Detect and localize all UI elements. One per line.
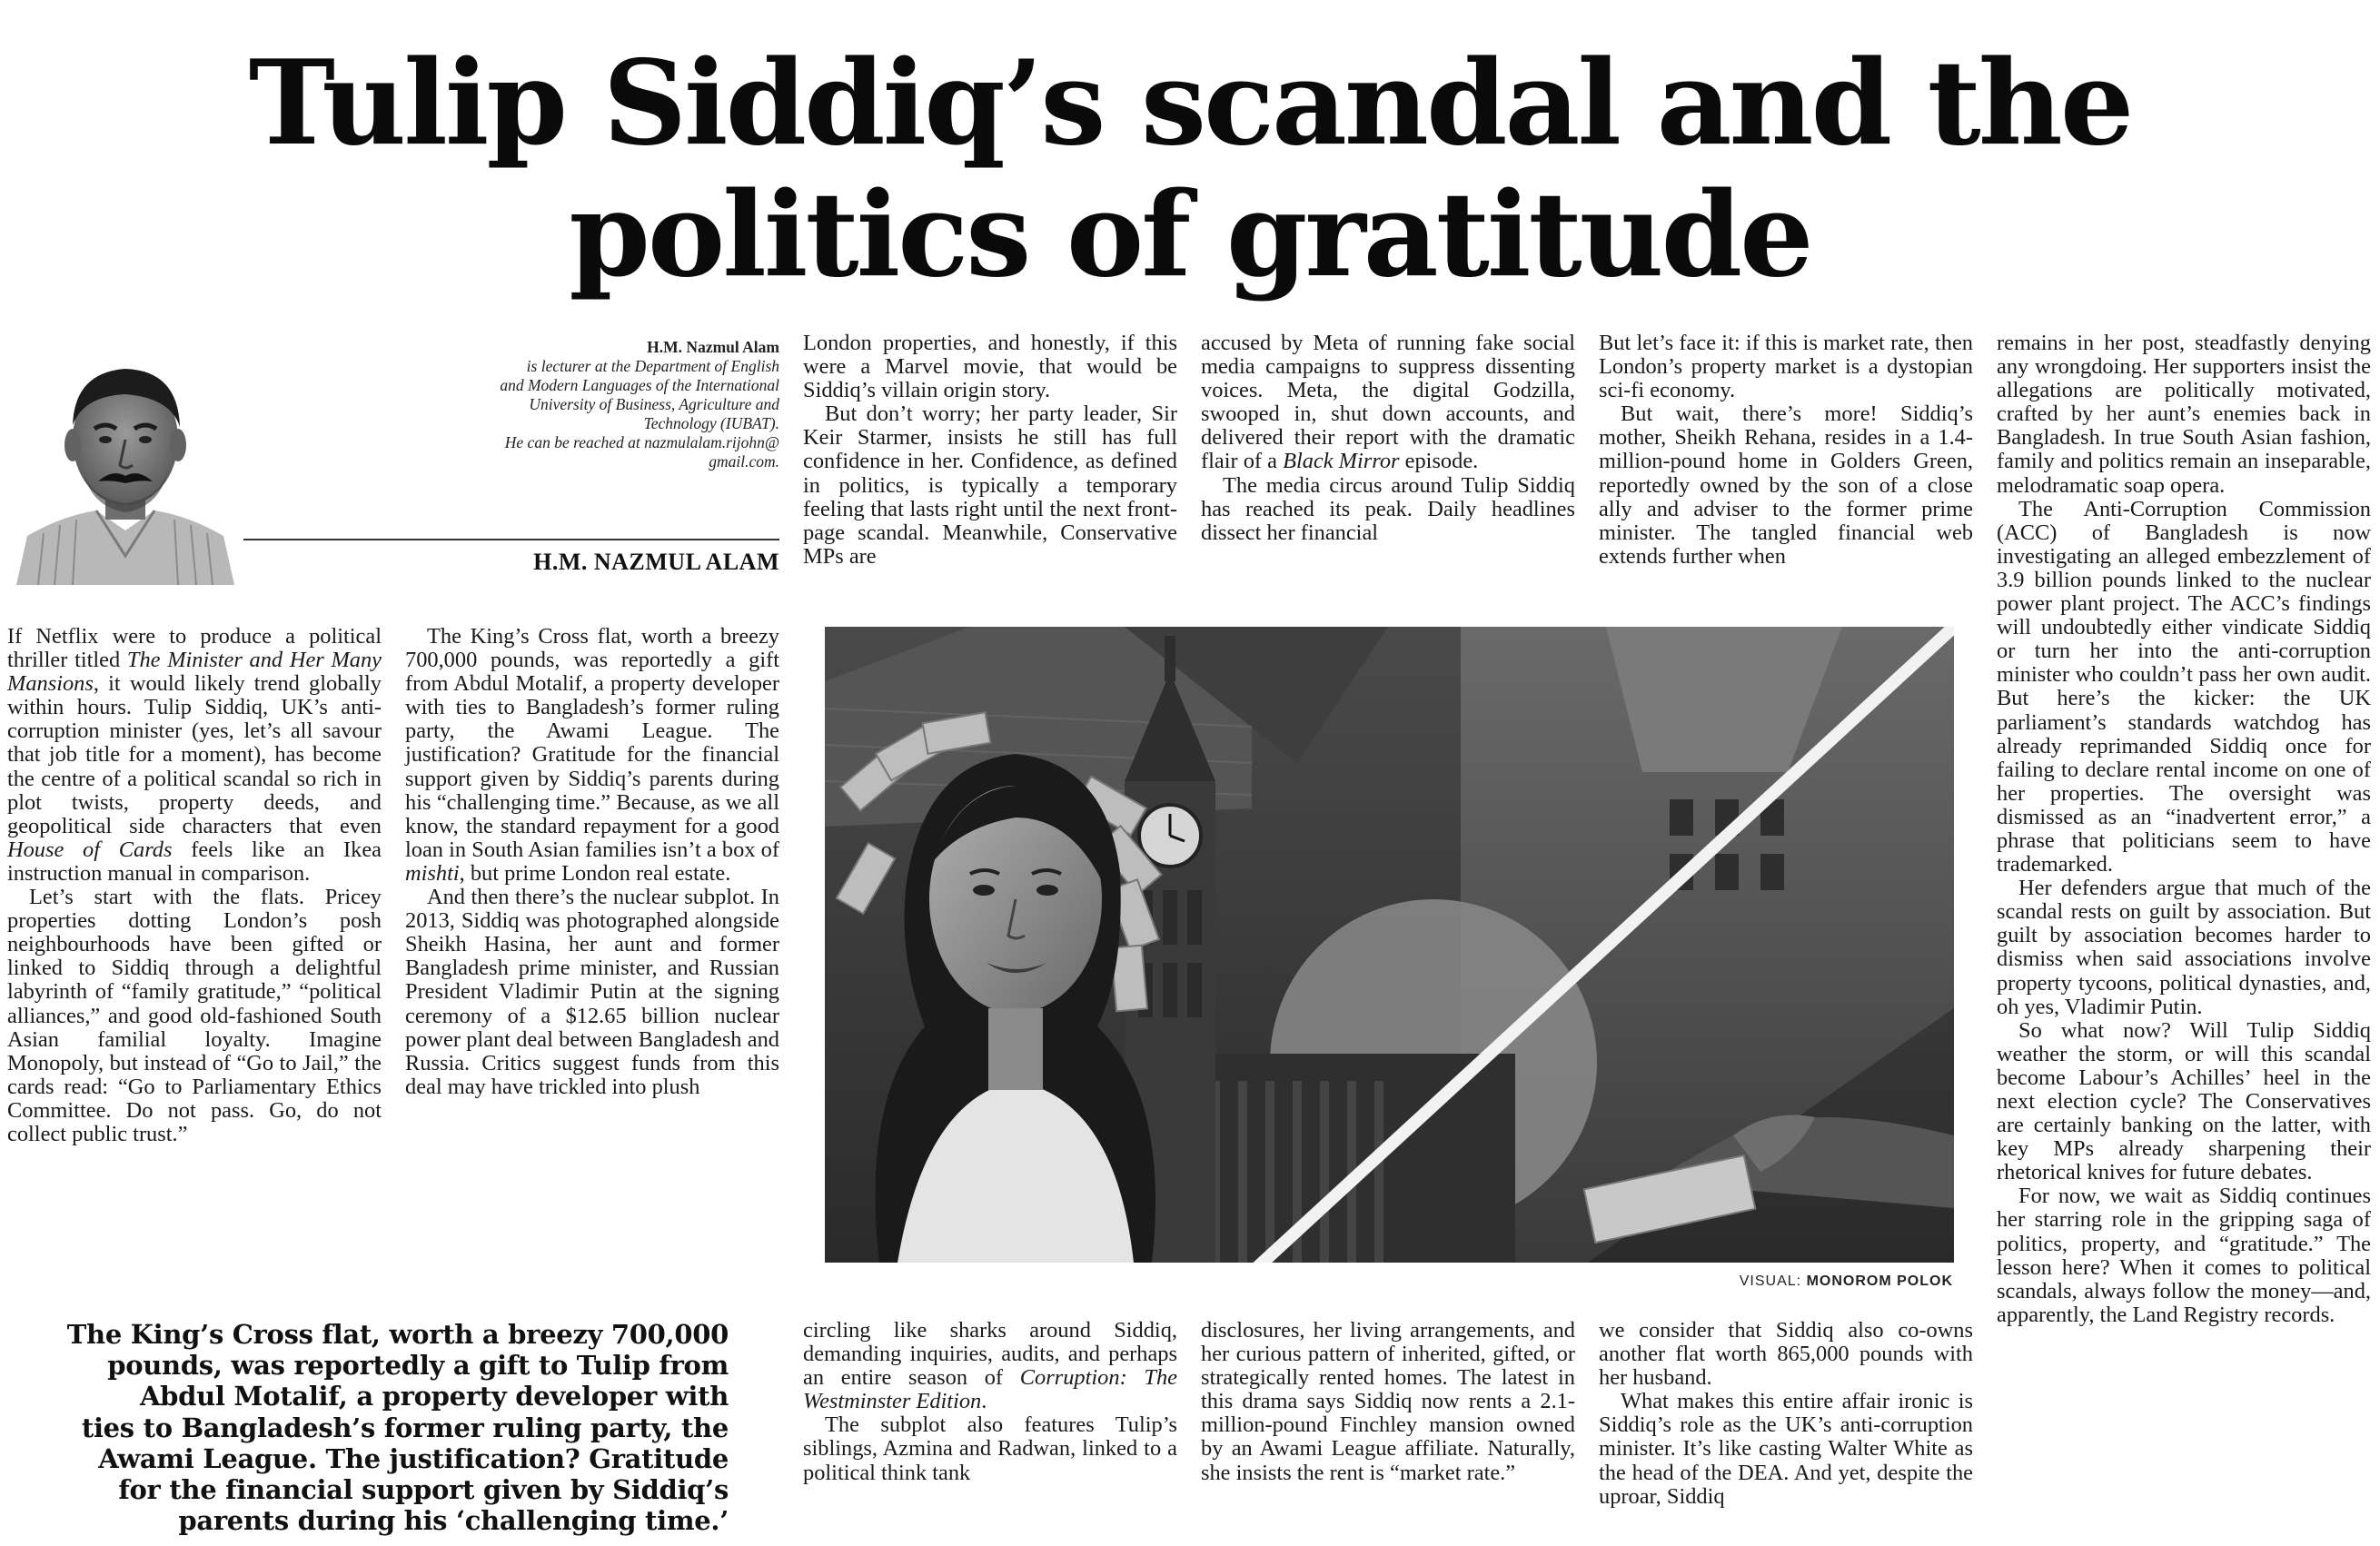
column-2 [405,625,779,1099]
paragraph: remains in her post, steadfastly denying any wrongdoing. Her supporters insist the allegations are politically motivated, crafted by her aunt’s enemies back in Bangladesh. In true South Asian fashion, family and politics remain an inseparable, melodramatic soap opera. [1997,331,2371,498]
paragraph: So what now? Will Tulip Siddiq weather the storm, or will this scandal become Labour’s Achilles’ heel in the next election cycle? The Conservatives are certainly banking on the latter, with key MPs already sharpening their rhetorical knives for future debates. [1997,1017,2371,1185]
pull-quote-line: Abdul Motalif, a property developer with [139,1381,729,1412]
pull-quote-line: for the financial support given by Siddiq’s [118,1474,729,1506]
paragraph: But let’s face it: if this is market rate, then London’s property market is a dystopian sci-fi economy. [1599,331,1973,403]
author-desc-6: gmail.com. [709,452,779,471]
pull-quote-line: ties to Bangladesh’s former ruling party, the [81,1412,729,1443]
author-divider [243,539,779,540]
pull-quote-line: pounds, was reportedly a gift to Tulip from [107,1350,729,1382]
column-6 [1997,332,2371,1327]
author-name: H.M. Nazmul Alam [647,338,779,356]
paragraph: The King’s Cross flat, worth a breezy 700,000 pounds, was reportedly a gift from Abdul Motalif, a property developer with ties to Bangladesh’s former ruling party, the Awami League. The justification? Gratitude for the financial support given by Siddiq’s parents during his “challenging time.” Because, as we all know, the standard repayment for a good loan in South Asian families isn’t a box of mishti, but prime London real estate. [405,624,779,886]
column-4-bottom [1201,1319,1575,1485]
paragraph: For now, we wait as Siddiq continues her starring role in the gripping saga of politics, property, and “gratitude.” The lesson here? When it comes to political scandals, always follow the money—and, apparently, the Land Registry records. [1997,1184,2371,1327]
author-photo [7,338,243,585]
paragraph: we consider that Siddiq also co-owns another flat worth 865,000 pounds with her husband. [1599,1318,1973,1391]
author-desc-2: and Modern Languages of the International [500,376,779,394]
paragraph: The media circus around Tulip Siddiq has reached its peak. Daily headlines dissect her financial [1201,472,1575,545]
credit-label: VISUAL: [1739,1273,1802,1289]
paragraph: The subplot also features Tulip’s siblings, Azmina and Radwan, linked to a political think tank [803,1412,1177,1485]
headline [0,35,2380,303]
paragraph: But wait, there’s more! Siddiq’s mother, Sheikh Rehana, resides in a 1.4-million-pound home in Golders Green, reportedly owned by the son of a close ally and adviser to the former prime minister. The tangled financial web extends further when [1599,401,1973,569]
column-5-top [1599,332,1973,569]
paragraph: Let’s start with the flats. Pricey properties dotting London’s posh neighbourhoods have been gifted or linked to Siddiq through a delightful labyrinth of “family gratitude,” “political alliances,” and good old-fashioned South Asian familial loyalty. Imagine Monopoly, but instead of “Go to Jail,” the cards read: “Go to Parliamentary Ethics Committee. Do not pass. Go, do not collect public trust.” [7,885,382,1146]
headline-line-2: politics of gratitude [569,167,1811,303]
photo-credit [1708,1273,1953,1290]
author-desc-3: University of Business, Agriculture and [529,395,779,413]
author-byline: H.M. NAZMUL ALAM [533,549,779,575]
paragraph: disclosures, her living arrangements, and her curious pattern of inherited, gifted, or strategically rented homes. The latest in this drama says Siddiq now rents a 2.1-million-pound Finchley mansion owned by an Awami League affiliate. Naturally, she insists the rent is “market rate.” [1201,1318,1575,1485]
paragraph: The Anti-Corruption Commission (ACC) of Bangladesh is now investigating an alleged embezzlement of 3.9 billion pounds linked to the nuclear power plant project. The ACC’s findings will undoubtedly either vindicate Siddiq or turn her into the anti-corruption minister who couldn’t pass her own audit. But here’s the kicker: the UK parliament’s standards watchdog has already reprimanded Siddiq once for failing to declare rental income on one of her properties. The oversight was dismissed as an “inadvertent error,” a phrase that politicians seem to have trademarked. [1997,496,2371,877]
credit-name: MONOROM POLOK [1806,1273,1953,1289]
paragraph: But don’t worry; her party leader, Sir Keir Starmer, insists he still has full confidence in her. Confidence, as defined in politics, is typically a temporary feeling that lasts right until the next front-page scandal. Meanwhile, Conservative MPs are [803,401,1177,569]
paragraph: accused by Meta of running fake social media campaigns to suppress dissenting voices. Meta, the digital Godzilla, swooped in, shut down accounts, and delivered their report with the dramatic flair of a Black Mirror episode. [1201,331,1575,474]
paragraph: circling like sharks around Siddiq, demanding inquiries, audits, and perhaps an entire season of Corruption: The Westminster Edition. [803,1318,1177,1414]
pull-quote-line: Awami League. The justification? Gratitude [98,1442,729,1474]
paragraph: And then there’s the nuclear subplot. In 2013, Siddiq was photographed alongside Sheikh Hasina, her aunt and former Bangladesh prime minister, and Russian President Vladimir Putin at the signing ceremony of a $12.65 billion nuclear power plant deal between Bangladesh and Russia. Critics suggest funds from this deal may have trickled into plush [405,885,779,1099]
column-5-bottom [1599,1319,1973,1509]
author-desc-1: is lecturer at the Department of English [526,357,779,375]
pull-quote-line: The King’s Cross flat, worth a breezy 700,000 [66,1319,729,1350]
column-4-top [1201,332,1575,545]
paragraph: London properties, and honestly, if this were a Marvel movie, that would be Siddiq’s villain origin story. [803,331,1177,403]
author-desc-4: Technology (IUBAT). [643,414,779,432]
feature-illustration [825,627,1954,1263]
pull-quote-line: parents during his ‘challenging time.’ [178,1505,729,1537]
author-desc-5: He can be reached at nazmulalam.rijohn@ [504,433,779,451]
pull-quote [55,1319,729,1536]
paragraph: Her defenders argue that much of the scandal rests on guilt by association. But guilt by association becomes harder to dismiss when said associations involve property tycoons, political dynasties, and, oh yes, Vladimir Putin. [1997,876,2371,1019]
column-3-bottom [803,1319,1177,1485]
column-3-top [803,332,1177,569]
author-info [273,338,779,471]
column-1 [7,625,382,1146]
headline-line-1: Tulip Siddiq’s scandal and the [248,35,2132,172]
paragraph: If Netflix were to produce a political thriller titled The Minister and Her Many Mansions, it would likely trend globally within hours. Tulip Siddiq, UK’s anti-corruption minister (yes, let’s all savour that job title for a moment), has become the centre of a political scandal so rich in plot twists, property deeds, and geopolitical side characters that even House of Cards feels like an Ikea instruction manual in comparison. [7,624,382,886]
paragraph: What makes this entire affair ironic is Siddiq’s role as the UK’s anti-corruption minister. It’s like casting Walter White as the head of the DEA. And yet, despite the uproar, Siddiq [1599,1389,1973,1509]
